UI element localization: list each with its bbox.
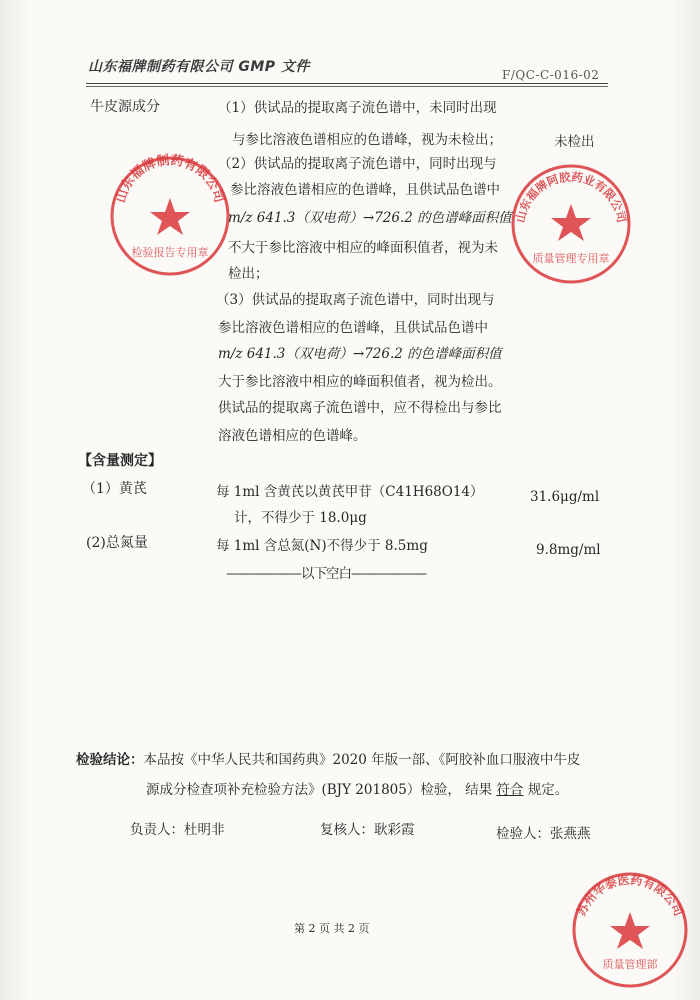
seal-2-ring-text: 山东福牌阿胶药业有限公司 (513, 169, 629, 224)
seal-suzhou-huatai (566, 868, 694, 990)
conclusion-text-line2: 源成分检查项补充检验方法》(BJY 201805）检验， 结果 (146, 782, 493, 798)
seal-2-sub-text: 质量管理专用章 (532, 252, 610, 265)
clause-line: 不大于参比溶液中相应的峰面积值者，视为未 (228, 240, 498, 256)
seal-3-sub-text: 质量管理部 (602, 958, 658, 971)
end-of-content-marker: ——————以下空白—————— (226, 566, 426, 582)
clause-line: 参比溶液色谱相应的色谱峰，且供试品色谱中 (230, 182, 500, 198)
company-header: 山东福牌制药有限公司 GMP 文件 (88, 59, 310, 75)
clause-line: 供试品的提取离子流色谱中，应不得检出与参比 (218, 400, 502, 416)
assay-label-total-nitrogen: (2)总氮量 (86, 535, 148, 551)
conclusion-verdict: 符合 (496, 782, 524, 798)
document-code: F/QC-C-016-02 (502, 68, 600, 82)
clause-line: m/z 641.3（双电荷）→726.2 的色谱峰面积值 (228, 210, 512, 226)
assay-spec-astragalus-line1: 每 1ml 含黄芪以黄芪甲苷（C41H68O14） (216, 484, 484, 500)
page-number: 第 2 页 共 2 页 (294, 922, 370, 935)
conclusion-text-end: 规定。 (527, 782, 569, 798)
conclusion-line1 (76, 748, 580, 772)
conclusion-text-line1: 本品按《中华人民共和国药典》2020 年版一部、《阿胶补血口服液中牛皮 (143, 752, 581, 768)
item-label-bovine-source: 牛皮源成分 (90, 99, 160, 115)
seal-1-sub-text: 检验报告专用章 (131, 246, 209, 259)
clause-line: 检出； (228, 266, 269, 282)
seal-1-ring-text: 山东福牌制药有限公司 (113, 153, 227, 205)
svg-text:山东福牌制药有限公司 (114, 152, 228, 204)
item-result-bovine-source: 未检出 (554, 134, 595, 150)
header-rule-secondary (86, 86, 608, 87)
assay-result-astragalus: 31.6μg/ml (530, 489, 600, 505)
assay-result-total-nitrogen: 9.8mg/ml (536, 542, 601, 558)
clause-line: 大于参比溶液中相应的峰面积值者，视为检出。 (218, 374, 502, 390)
seal-quality-management (506, 158, 636, 286)
header-rule (86, 83, 608, 84)
signature-inspector: 检验人：张燕燕 (496, 826, 591, 842)
signature-responsible: 负责人：杜明非 (130, 822, 225, 838)
conclusion-line2 (146, 778, 568, 802)
svg-text:苏州华泰医药有限公司 (573, 872, 686, 918)
clause-line: （2）供试品的提取离子流色谱中，同时出现与 (218, 156, 497, 172)
clause-line: 参比溶液色谱相应的色谱峰，且供试品色谱中 (218, 320, 488, 336)
seal-inspection-report (105, 150, 235, 278)
conclusion-label: 检验结论： (76, 752, 144, 768)
seal-3-ring-text: 苏州华泰医药有限公司 (574, 872, 686, 919)
signature-reviewer: 复核人：耿彩霞 (320, 822, 415, 838)
assay-spec-total-nitrogen: 每 1ml 含总氮(N)不得少于 8.5mg (216, 538, 428, 554)
assay-heading: 【含量测定】 (78, 453, 162, 469)
clause-line: 溶液色谱相应的色谱峰。 (218, 428, 367, 444)
clause-line: m/z 641.3（双电荷）→726.2 的色谱峰面积值 (218, 346, 502, 362)
clause-line: （3）供试品的提取离子流色谱中，同时出现与 (216, 292, 495, 308)
assay-spec-astragalus-line2: 计，不得少于 18.0μg (234, 510, 367, 526)
assay-label-astragalus: （1）黄芪 (82, 481, 147, 497)
clause-line: （1）供试品的提取离子流色谱中，未同时出现 (218, 100, 497, 116)
clause-line: 与参比溶液色谱相应的色谱峰，视为未检出； (232, 132, 502, 148)
